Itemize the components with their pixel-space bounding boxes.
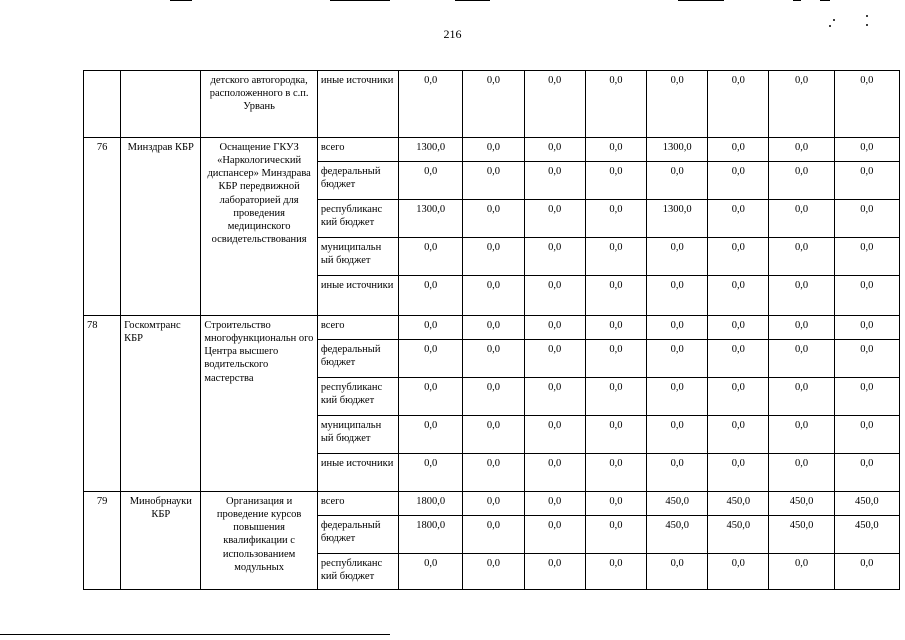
amount-cell: 0,0 [463, 316, 524, 340]
amount-cell: 0,0 [708, 378, 769, 416]
amount-cell: 0,0 [463, 276, 524, 316]
amount-cell: 0,0 [834, 454, 899, 492]
amount-cell: 0,0 [524, 276, 585, 316]
amount-cell: 0,0 [463, 554, 524, 590]
budget-table [83, 70, 900, 590]
funding-source-cell: иные источники [317, 276, 398, 316]
amount-cell: 0,0 [524, 554, 585, 590]
amount-cell: 1300,0 [399, 138, 463, 162]
funding-source-cell: республиканс кий бюджет [317, 378, 398, 416]
amount-cell: 0,0 [463, 138, 524, 162]
table-row [84, 71, 900, 138]
amount-cell: 0,0 [769, 378, 834, 416]
amount-cell: 0,0 [399, 416, 463, 454]
amount-cell: 0,0 [463, 162, 524, 200]
funding-source-cell: иные источники [317, 71, 398, 138]
row-number [84, 71, 121, 138]
amount-cell: 0,0 [524, 454, 585, 492]
amount-cell: 0,0 [708, 416, 769, 454]
amount-cell: 450,0 [708, 492, 769, 516]
amount-cell: 0,0 [585, 238, 646, 276]
amount-cell: 0,0 [834, 238, 899, 276]
amount-cell: 450,0 [769, 492, 834, 516]
amount-cell: 0,0 [399, 71, 463, 138]
funding-source-cell: муниципальн ый бюджет [317, 238, 398, 276]
amount-cell: 450,0 [647, 492, 708, 516]
scan-mark [170, 0, 192, 1]
amount-cell: 0,0 [463, 71, 524, 138]
funding-source-cell: республиканс кий бюджет [317, 554, 398, 590]
amount-cell: 0,0 [524, 162, 585, 200]
page-number: 216 [443, 27, 462, 41]
amount-cell: 0,0 [769, 340, 834, 378]
amount-cell: 0,0 [647, 316, 708, 340]
activity-cell: Оснащение ГКУЗ «Наркологический диспансер» Минздрава КБР передвижной лабораторией для проведения медицинского освидетельствования [201, 138, 317, 316]
amount-cell: 0,0 [769, 454, 834, 492]
scan-mark [820, 0, 830, 1]
amount-cell: 0,0 [769, 416, 834, 454]
amount-cell: 0,0 [769, 238, 834, 276]
amount-cell: 0,0 [834, 554, 899, 590]
amount-cell: 0,0 [463, 516, 524, 554]
amount-cell: 0,0 [834, 416, 899, 454]
row-number: 76 [84, 138, 121, 316]
funding-source-cell: муниципальн ый бюджет [317, 416, 398, 454]
funding-source-cell: федеральный бюджет [317, 162, 398, 200]
amount-cell: 0,0 [647, 416, 708, 454]
amount-cell: 1800,0 [399, 516, 463, 554]
funding-source-cell: республиканс кий бюджет [317, 200, 398, 238]
amount-cell: 450,0 [647, 516, 708, 554]
activity-cell: детского автогородка, расположенного в с.п. Урвань [201, 71, 317, 138]
amount-cell: 0,0 [585, 516, 646, 554]
scan-mark [678, 0, 724, 1]
amount-cell: 0,0 [834, 316, 899, 340]
row-number: 78 [84, 316, 121, 492]
amount-cell: 0,0 [524, 138, 585, 162]
scan-mark [455, 0, 490, 1]
amount-cell: 0,0 [399, 378, 463, 416]
amount-cell: 0,0 [524, 200, 585, 238]
amount-cell: 0,0 [463, 454, 524, 492]
amount-cell: 0,0 [585, 162, 646, 200]
amount-cell: 0,0 [463, 238, 524, 276]
executor-cell: Минздрав КБР [121, 138, 201, 316]
amount-cell: 0,0 [585, 71, 646, 138]
amount-cell: 0,0 [834, 276, 899, 316]
amount-cell: 0,0 [834, 138, 899, 162]
amount-cell: 450,0 [834, 516, 899, 554]
amount-cell: 0,0 [708, 138, 769, 162]
funding-source-cell: федеральный бюджет [317, 340, 398, 378]
amount-cell: 0,0 [585, 138, 646, 162]
amount-cell: 0,0 [524, 492, 585, 516]
amount-cell: 0,0 [834, 340, 899, 378]
amount-cell: 0,0 [769, 554, 834, 590]
amount-cell: 1300,0 [647, 138, 708, 162]
funding-source-cell: всего [317, 138, 398, 162]
amount-cell: 0,0 [585, 492, 646, 516]
amount-cell: 0,0 [524, 316, 585, 340]
scan-mark [330, 0, 390, 1]
amount-cell: 450,0 [769, 516, 834, 554]
amount-cell: 0,0 [399, 238, 463, 276]
amount-cell: 0,0 [708, 554, 769, 590]
amount-cell: 1800,0 [399, 492, 463, 516]
amount-cell: 0,0 [769, 276, 834, 316]
amount-cell: 0,0 [585, 340, 646, 378]
activity-cell: Организация и проведение курсов повышения квалификации с использованием модульных [201, 492, 317, 590]
amount-cell: 0,0 [834, 200, 899, 238]
funding-source-cell: всего [317, 316, 398, 340]
amount-cell: 0,0 [834, 378, 899, 416]
amount-cell: 0,0 [524, 340, 585, 378]
scan-mark [866, 15, 868, 17]
amount-cell: 0,0 [463, 416, 524, 454]
amount-cell: 0,0 [769, 316, 834, 340]
amount-cell: 0,0 [463, 340, 524, 378]
amount-cell: 0,0 [647, 378, 708, 416]
amount-cell: 0,0 [585, 378, 646, 416]
table-row [84, 316, 900, 340]
amount-cell: 0,0 [647, 238, 708, 276]
amount-cell: 0,0 [647, 276, 708, 316]
amount-cell: 450,0 [708, 516, 769, 554]
amount-cell: 0,0 [399, 554, 463, 590]
amount-cell: 0,0 [585, 454, 646, 492]
executor-cell: Минобрнауки КБР [121, 492, 201, 590]
bottom-rule [0, 634, 390, 635]
table-row [84, 138, 900, 162]
amount-cell: 0,0 [647, 554, 708, 590]
amount-cell: 0,0 [463, 492, 524, 516]
scan-mark [866, 24, 868, 26]
amount-cell: 0,0 [585, 554, 646, 590]
amount-cell: 0,0 [399, 454, 463, 492]
executor-cell: Госкомтранс КБР [121, 316, 201, 492]
table-row [84, 492, 900, 516]
amount-cell: 0,0 [769, 138, 834, 162]
funding-source-cell: федеральный бюджет [317, 516, 398, 554]
amount-cell: 0,0 [708, 454, 769, 492]
amount-cell: 0,0 [708, 316, 769, 340]
amount-cell: 0,0 [399, 276, 463, 316]
amount-cell: 0,0 [399, 316, 463, 340]
amount-cell: 0,0 [399, 340, 463, 378]
amount-cell: 0,0 [647, 71, 708, 138]
amount-cell: 450,0 [834, 492, 899, 516]
amount-cell: 0,0 [708, 162, 769, 200]
amount-cell: 0,0 [524, 416, 585, 454]
amount-cell: 0,0 [834, 71, 899, 138]
amount-cell: 0,0 [708, 200, 769, 238]
amount-cell: 1300,0 [399, 200, 463, 238]
amount-cell: 0,0 [769, 200, 834, 238]
amount-cell: 0,0 [769, 71, 834, 138]
activity-cell: Строительство многофункциональн ого Центра высшего водительского мастерства [201, 316, 317, 492]
funding-source-cell: всего [317, 492, 398, 516]
amount-cell: 1300,0 [647, 200, 708, 238]
row-number: 79 [84, 492, 121, 590]
amount-cell: 0,0 [399, 162, 463, 200]
amount-cell: 0,0 [708, 71, 769, 138]
amount-cell: 0,0 [585, 276, 646, 316]
amount-cell: 0,0 [647, 454, 708, 492]
amount-cell: 0,0 [524, 378, 585, 416]
amount-cell: 0,0 [647, 340, 708, 378]
amount-cell: 0,0 [708, 238, 769, 276]
amount-cell: 0,0 [524, 516, 585, 554]
amount-cell: 0,0 [769, 162, 834, 200]
amount-cell: 0,0 [585, 316, 646, 340]
funding-source-cell: иные источники [317, 454, 398, 492]
scan-mark [793, 0, 801, 1]
executor-cell [121, 71, 201, 138]
amount-cell: 0,0 [524, 238, 585, 276]
amount-cell: 0,0 [708, 340, 769, 378]
scan-mark [833, 19, 835, 21]
amount-cell: 0,0 [708, 276, 769, 316]
amount-cell: 0,0 [524, 71, 585, 138]
amount-cell: 0,0 [463, 200, 524, 238]
amount-cell: 0,0 [834, 162, 899, 200]
amount-cell: 0,0 [463, 378, 524, 416]
amount-cell: 0,0 [585, 416, 646, 454]
amount-cell: 0,0 [647, 162, 708, 200]
amount-cell: 0,0 [585, 200, 646, 238]
